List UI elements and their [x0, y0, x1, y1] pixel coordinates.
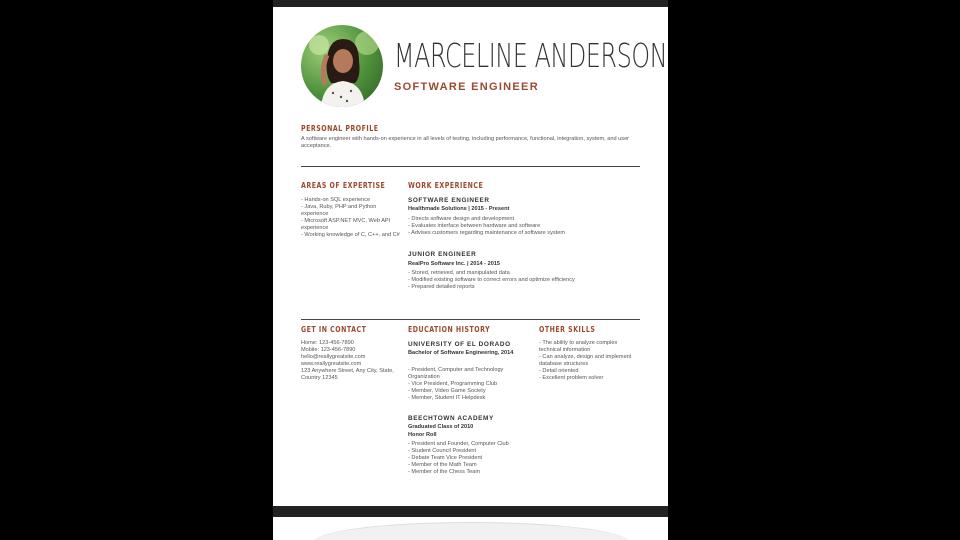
education-heading: EDUCATION HISTORY: [408, 324, 491, 334]
list-item: - Advises customers regarding maintenance of software system: [408, 230, 566, 237]
list-item: - Member of the Math Team: [408, 462, 477, 469]
person-name: MARCELINE ANDERSON: [394, 36, 668, 75]
job-title: SOFTWARE ENGINEER: [408, 197, 490, 204]
school-activities: [408, 367, 526, 402]
list-item: - Member, Video Game Society: [408, 388, 486, 395]
work-heading: WORK EXPERIENCE: [408, 180, 484, 190]
list-item: - Stored, retrieved, and manipulated data: [408, 270, 510, 276]
school-name: UNIVERSITY OF EL DORADO: [408, 341, 511, 348]
resume-page: [273, 0, 668, 540]
list-item: - Detail oriented: [539, 368, 579, 375]
school-subtitle: Graduated Class of 2010: [408, 424, 474, 430]
list-item: - Member, Student IT Helpdesk: [408, 395, 486, 402]
job-duties: [408, 270, 638, 291]
profile-text: A software engineer with hands-on experience in all levels of testing, including performance, functional, integration, system, and user acceptance.: [301, 136, 630, 150]
skills-heading: OTHER SKILLS: [539, 324, 596, 334]
list-item: - The ability to analyze complex technical information: [539, 340, 618, 354]
list-item: - Excellent problem solver: [539, 375, 604, 382]
expertise-heading: AREAS OF EXPERTISE: [301, 180, 386, 190]
list-item: - Modified existing software to correct errors and optimize efficiency: [408, 277, 575, 284]
list-item: - Student Council President: [408, 448, 477, 455]
expertise-list: [301, 197, 401, 240]
list-item: - Evaluates interface between hardware and software: [408, 223, 541, 230]
list-item: - Hands-on SQL experience: [301, 197, 371, 203]
profile-heading: PERSONAL PROFILE: [301, 123, 379, 133]
list-item: - Microsoft ASP.NET MVC, Web API experience: [301, 218, 391, 232]
job-subtitle: Healthmade Solutions | 2015 - Present: [408, 206, 510, 212]
phone-home: Home: 123-456-7890: [301, 340, 354, 346]
contact-heading: GET IN CONTACT: [301, 324, 367, 334]
profile-photo: [301, 25, 383, 107]
list-item: - President and Founder, Computer Club: [408, 441, 509, 447]
job-duties: [408, 216, 638, 237]
school-activities: [408, 441, 533, 476]
list-item: - Can analyze, design and implement database structures: [539, 354, 632, 368]
list-item: - Member of the Chess Team: [408, 469, 481, 476]
top-bar: [273, 0, 668, 7]
school-honor: Honor Roll: [408, 432, 437, 438]
contact-list: [301, 340, 396, 383]
email: hello@reallygreatsite.com: [301, 354, 366, 361]
school-name: BEECHTOWN ACADEMY: [408, 415, 494, 422]
list-item: - President, Computer and Technology Organization: [408, 367, 504, 381]
divider: [301, 166, 640, 167]
portrait-icon: [301, 25, 383, 107]
next-page-edge: [313, 522, 629, 540]
list-item: - Prepared detailed reports: [408, 284, 475, 291]
job-title: JUNIOR ENGINEER: [408, 251, 477, 258]
list-item: - Debate Team Vice President: [408, 455, 483, 462]
list-item: - Java, Ruby, PHP and Python experience: [301, 204, 377, 218]
divider: [301, 319, 640, 320]
address: 123 Anywhere Street, Any City, State, Country 12345: [301, 368, 394, 382]
job-subtitle: RealPro Software Inc. | 2014 - 2015: [408, 261, 501, 267]
list-item: - Directs software design and development: [408, 216, 515, 222]
bottom-bar: [273, 506, 668, 517]
list-item: - Vice President, Programming Club: [408, 381, 498, 388]
skills-list: [539, 340, 637, 383]
list-item: - Working knowledge of C, C++, and C#: [301, 232, 400, 239]
website: www.reallygreatsite.com: [301, 361, 362, 368]
job-title: SOFTWARE ENGINEER: [394, 81, 539, 93]
school-subtitle: Bachelor of Software Engineering, 2014: [408, 350, 514, 356]
phone-mobile: Mobile: 123-456-7890: [301, 347, 356, 354]
